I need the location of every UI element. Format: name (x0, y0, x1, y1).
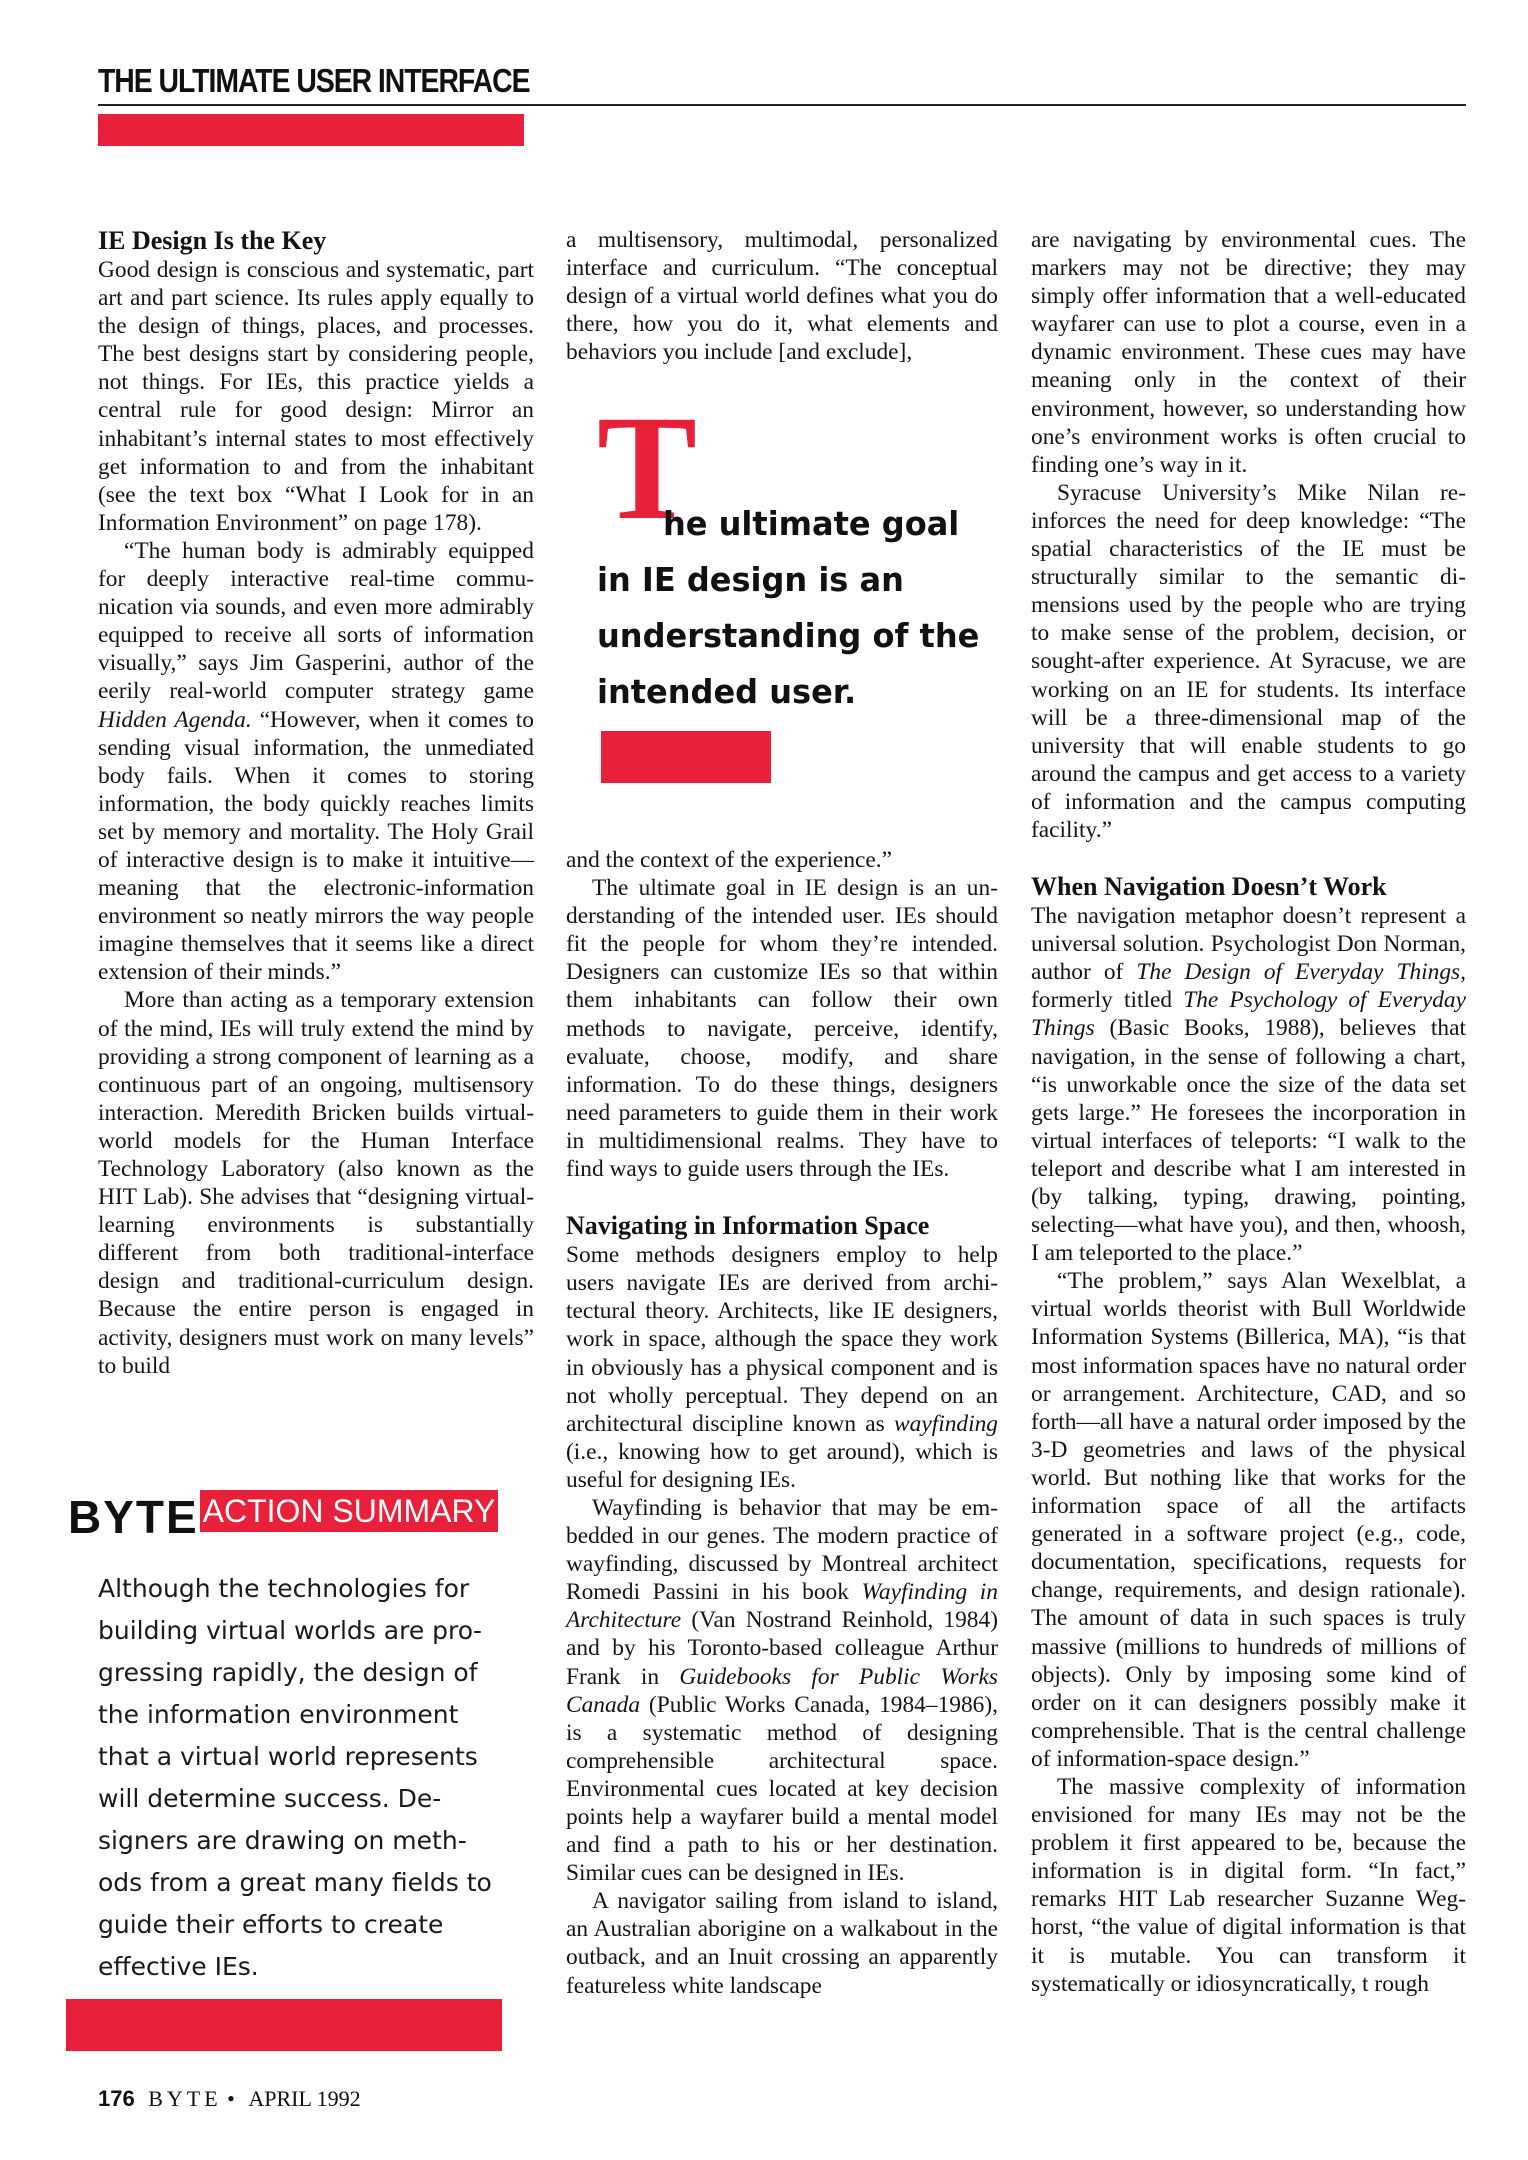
pull-quote-line: intended user. (597, 672, 857, 711)
heading-navigating: Navigating in Information Space (566, 1211, 930, 1241)
paragraph: The ultimate goal in IE design is an understanding of the intended user. IEs should fit the people for whom they’re intended. Designers can customize IEs so that within them inhabitants can follow their own methods to navigate, perceive, identify, evaluate, choose, modify, and share information. To do these things, designers need parameters to guide them in their work in multidimensional realms. They have to find ways to guide users through the IEs. (566, 875, 998, 1183)
paragraph: and the context of the experience.” (566, 847, 893, 873)
pull-quote-line: he ultimate goal (663, 504, 960, 543)
action-summary-red-bar (66, 1999, 502, 2051)
header-red-bar (98, 114, 524, 146)
section-title: THE ULTIMATE USER INTERFACE (98, 62, 530, 99)
paragraph: The navigation metaphor doesn’t represent a universal solution. Psychologist Don Norman, author of The Design of Everyday Things, formerly titled The Psychology of Everyday Things (Basic Books, 1988), believes that navigation, in the sense of following a chart, “is unworkable once the size of the data set gets large.” He foresees the incorporation in virtual interfaces of teleports: “I walk to the teleport and describe what I am interested in (by talking, typing, drawing, pointing, selecting—what have you), and then, whoosh, I am teleported to the place.” (1031, 903, 1466, 1267)
byte-logo: BYTE (68, 1491, 199, 1543)
action-summary-text: Although the technologies for building virtual worlds are progressing rapidly, the design of the information environment that a virtual world represents will determine success. Designers are drawing on methods from a great many fields to guide their efforts to create effective IEs. (98, 1574, 492, 1981)
page-footer (98, 2086, 361, 2112)
column-3 (1031, 226, 1466, 1998)
header-rule (98, 104, 1466, 106)
pull-quote-line: understanding of the (597, 616, 980, 655)
paragraph: Some methods designers employ to help users navigate IEs are derived from architectural theory. Architects, like IE designers, work in space, although the space they work in obviously has a physical component and is not wholly perceptual. They depend on an architectural discipline known as wayfinding (i.e., knowing how to get around), which is useful for designing IEs. (566, 1242, 998, 1493)
paragraph: Wayfinding is behavior that may be embedded in our genes. The modern practice of wayfinding, discussed by Montreal architect Romedi Passini in his book Wayfinding in Architecture (Van Nostrand Reinhold, 1984) and by his Toronto-based colleague Arthur Frank in Guidebooks for Public Works Canada (Public Works Canada, 1984–1986), is a systematic method of designing comprehensible architectural space. Environmental cues located at key decision points help a wayfarer build a mental model and find a path to his or her destination. Similar cues can be designed in IEs. (566, 1494, 998, 1887)
page-number: 176 (98, 2086, 135, 2111)
pull-quote-red-bar (601, 731, 771, 783)
heading-ie-design: IE Design Is the Key (98, 226, 327, 255)
paragraph: a multisensory, multimodal, personalized interface and curriculum. “The conceptual design of a virtual world defines what you do there, how you do it, what elements and behaviors you include [and exclude], (566, 227, 998, 366)
action-summary-badge: ACTION SUMMARY (200, 1490, 498, 1532)
magazine-name: BYTE (148, 2086, 222, 2111)
paragraph: The massive complexity of information envisioned for many IEs may not be the problem it first appeared to be, because the information is in digital form. “In fact,” remarks HIT Lab researcher Suzanne Weghorst, “the value of digital information is that it is mutable. You can transform it systematically or idiosyncratically, t rough (1031, 1773, 1466, 1997)
heading-navigation-doesnt-work: When Navigation Doesn’t Work (1031, 872, 1387, 902)
column-2-bottom (566, 846, 998, 2000)
issue-date: APRIL 1992 (248, 2086, 361, 2111)
footer-separator: • (227, 2086, 235, 2111)
column-2-top (566, 226, 998, 366)
paragraph: Syracuse University’s Mike Nilan reinforces the need for deep knowledge: “The spatial characteristics of the IE must be structurally similar to the semantic dimensions used by the people who are trying to make sense of the problem, decision, or sought-after experience. At Syracuse, we are working on an IE for students. Its interface will be a three-dimensional map of the university that will enable students to go around the campus and get access to a variety of information and the campus computing facility.” (1031, 479, 1466, 843)
paragraph: A navigator sailing from island to island, an Australian aborigine on a walkabout in the outback, and an Inuit crossing an apparently featureless white landscape (566, 1888, 998, 1999)
pull-quote-line: in IE design is an (597, 560, 904, 599)
column-1 (98, 226, 534, 1380)
paragraph: More than acting as a temporary extension of the mind, IEs will truly extend the mind by providing a strong component of learning as a continuous part of an ongoing, multisensory interaction. Meredith Bricken builds virtual-world models for the Human Interface Technology Laboratory (also known as the HIT Lab). She advises that “designing virtual-learning environments is substantially different from both traditional-interface design and traditional-curriculum design. Because the entire person is engaged in activity, designers must work on many levels” to build (98, 987, 534, 1379)
paragraph: Good design is conscious and systematic, part art and part science. Its rules apply equally to the design of things, places, and processes. The best designs start by considering people, not things. For IEs, this practice yields a central rule for good design: Mirror an inhabitant’s internal states to most effectively get information to and from the inhabitant (see the text box “What I Look for in an Information Environment” on page 178). (98, 257, 534, 536)
paragraph: “The problem,” says Alan Wexelblat, a virtual worlds theorist with Bull Worldwide Information Systems (Billerica, MA), “is that most information spaces have no natural order or arrangement. Architecture, CAD, and so forth—all have a natural order imposed by the 3-D geometries and laws of the physical world. But nothing like that works for the information space of all the artifacts generated in a software project (e.g., code, documentation, specifications, requests for change, requirements, and design rationale). The amount of data in such spaces is truly massive (millions to hundreds of millions of objects). Only by imposing some kind of order on it can designers possibly make it comprehensible. That is the central challenge of information-space design.” (1031, 1268, 1466, 1772)
paragraph: “The human body is admirably equipped for deeply interactive real-time communication via sounds, and even more admirably equipped to receive all sorts of information visually,” says Jim Gasperini, author of the eerily real-world computer strategy game Hidden Agenda. “However, when it comes to sending visual information, the unmediated body fails. When it comes to storing information, the body quickly reaches limits set by memory and mortality. The Holy Grail of interactive design is to make it intuitive—meaning that the electronic-information environment so neatly mirrors the way people imagine themselves that it seems like a direct extension of their minds.” (98, 537, 534, 986)
pull-quote-initial: T (597, 385, 698, 551)
paragraph: are navigating by environmental cues. The markers may not be directive; they may simply offer information that a well-educated wayfarer can use to plot a course, even in a dynamic environment. These cues may have meaning only in the context of their environment, however, so understanding how one’s environment works is often crucial to finding one’s way in it. (1031, 227, 1466, 478)
